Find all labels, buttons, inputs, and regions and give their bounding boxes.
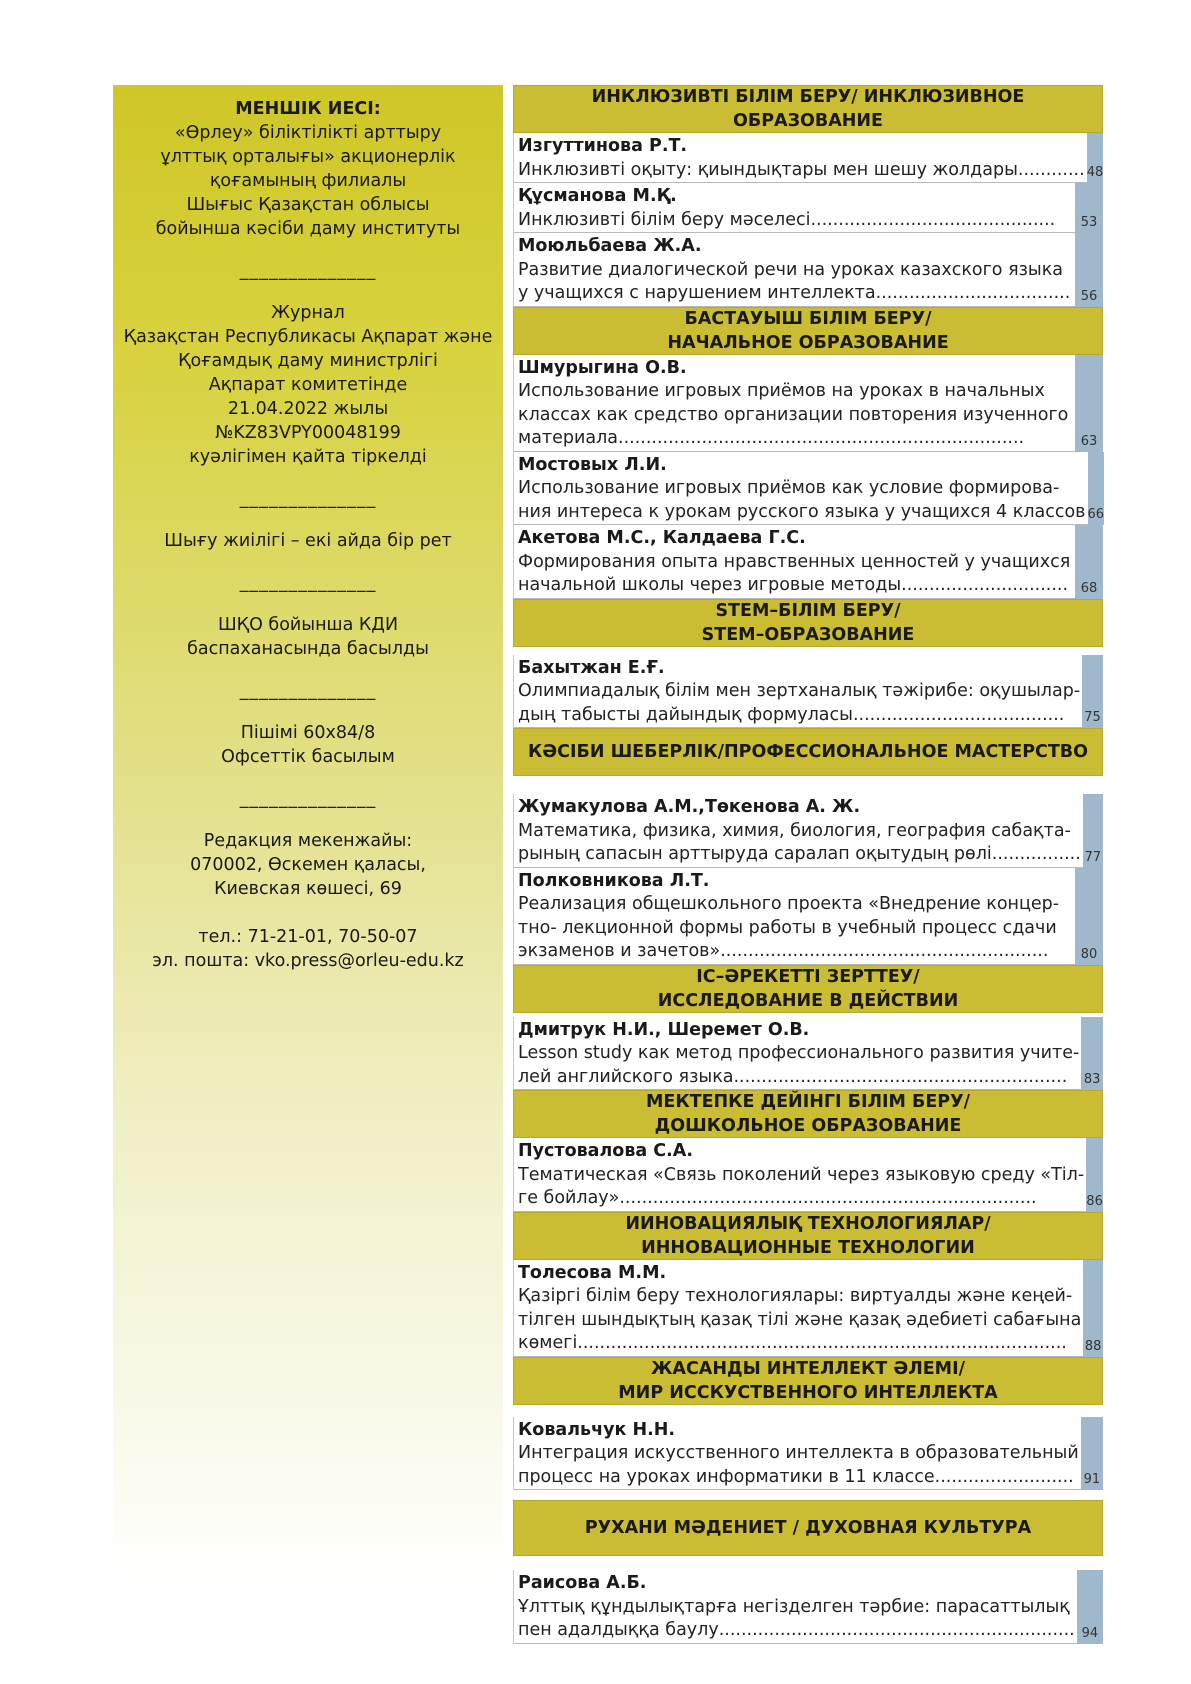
toc-entry-body xyxy=(514,133,1087,183)
toc-entry[interactable] xyxy=(513,133,1103,183)
toc-title-line: Тематическая «Связь поколений через языковую среду «Тіл- xyxy=(518,1164,1085,1185)
toc-author: Изгуттинова Р.Т. xyxy=(518,136,688,156)
toc-entry[interactable] xyxy=(513,452,1103,526)
toc-entry[interactable] xyxy=(513,525,1103,599)
toc-title-line: көмегі........................................................................................ xyxy=(518,1333,1067,1353)
owner-line: бойынша кәсіби даму институты xyxy=(155,219,461,239)
printing-line: баспаханасында басылды xyxy=(187,639,429,659)
toc-page-number: 91 xyxy=(1081,1417,1103,1491)
toc-title-line: Использование игровых приёмов как условие формирова- xyxy=(518,478,1060,498)
registration-block xyxy=(113,301,503,469)
toc-entry[interactable] xyxy=(513,1260,1103,1357)
toc-entry[interactable] xyxy=(513,1138,1103,1212)
section-title-line: НАЧАЛЬНОЕ ОБРАЗОВАНИЕ xyxy=(667,332,949,353)
separator: ______________ xyxy=(239,573,377,593)
format-block xyxy=(113,721,503,769)
separator: ______________ xyxy=(239,681,377,701)
toc-entry-body xyxy=(514,655,1082,729)
toc-title-line: Развитие диалогической речи на уроках казахского языка xyxy=(518,259,1064,280)
toc-page-number: 77 xyxy=(1083,794,1103,868)
toc-page-number: 80 xyxy=(1075,868,1103,965)
section-header xyxy=(513,1090,1103,1138)
section-title-line: ІС–ӘРЕКЕТТІ ЗЕРТТЕУ/ xyxy=(696,966,920,987)
section-header xyxy=(513,1212,1103,1260)
section-title-line: ИННОВАЦИОННЫЕ ТЕХНОЛОГИИ xyxy=(641,1237,975,1258)
toc-entry[interactable] xyxy=(513,355,1103,452)
separator: ______________ xyxy=(239,489,377,509)
printing-block xyxy=(113,613,503,661)
contact-block xyxy=(113,925,503,973)
section-title-line: РУХАНИ МӘДЕНИЕТ / ДУХОВНАЯ КУЛЬТУРА xyxy=(584,1518,1032,1538)
toc-author: Раисова А.Б. xyxy=(518,1573,647,1593)
toc-entry-body xyxy=(514,355,1075,452)
toc-author: Шмурыгина О.В. xyxy=(518,357,687,378)
toc-author: Құсманова М.Қ. xyxy=(518,186,677,206)
address-line: Редакция мекенжайы: xyxy=(203,831,413,851)
toc-page-number: 75 xyxy=(1082,655,1103,729)
toc-entry-body xyxy=(514,794,1083,868)
section-header xyxy=(513,599,1103,647)
toc-entry[interactable] xyxy=(513,233,1103,307)
separator: ______________ xyxy=(239,261,377,281)
toc-entry-body xyxy=(514,868,1075,965)
toc-page-number: 68 xyxy=(1075,525,1103,599)
section-title-line: МЕКТЕПКЕ ДЕЙІНГІ БІЛІМ БЕРУ/ xyxy=(645,1092,971,1112)
toc-author: Мостовых Л.И. xyxy=(518,454,667,475)
toc-author: Пустовалова С.А. xyxy=(518,1141,693,1161)
toc-author: Моюльбаева Ж.А. xyxy=(518,236,702,256)
section-title-line: БАСТАУЫШ БІЛІМ БЕРУ/ xyxy=(684,308,932,329)
separator: ______________ xyxy=(239,789,377,809)
toc-title-line: процесс на уроках информатики в 11 классе......................... xyxy=(518,1466,1074,1487)
owner-line: қоғамының филиалы xyxy=(209,171,407,191)
toc-title-line: лей английского языка............................................................ xyxy=(518,1066,1068,1087)
toc-title-line: пен адалдыққа баулу................................................................ xyxy=(518,1620,1075,1640)
registration-line: Журнал xyxy=(271,303,345,323)
owner-line: «Өрлеу» біліктілікті арттыру xyxy=(174,123,442,143)
section-header xyxy=(513,1500,1103,1556)
toc-entry[interactable] xyxy=(513,655,1103,729)
toc-title-line: ния интереса к урокам русского языка у учащихся 4 классов xyxy=(518,501,1086,522)
toc-entry-body xyxy=(514,233,1075,307)
toc-entry[interactable] xyxy=(513,868,1103,965)
toc-title-line: Lesson study как метод профессионального развития учите- xyxy=(518,1043,1080,1063)
toc-title-line: Реализация общешкольного проекта «Внедрение концер- xyxy=(518,894,1060,914)
toc-page-number: 94 xyxy=(1077,1570,1103,1644)
toc-title-line: материала......................................................................... xyxy=(518,428,1025,448)
section-title-line: STEM–ОБРАЗОВАНИЕ xyxy=(701,624,915,645)
registration-line: Ақпарат комитетінде xyxy=(208,375,408,395)
toc-author: Ковальчук Н.Н. xyxy=(518,1419,676,1440)
toc-title-line: тілген шындықтың қазақ тілі және қазақ әдебиеті сабағына xyxy=(518,1309,1082,1330)
toc-title-line: начальной школы через игровые методы.............................. xyxy=(518,575,1069,595)
registration-line: 21.04.2022 жылы xyxy=(227,399,389,419)
toc-title-line: классах как средство организации повторения изученного xyxy=(518,404,1069,425)
toc-page-number: 86 xyxy=(1086,1138,1103,1212)
format-line: Пішімі 60х84/8 xyxy=(240,723,376,743)
toc-entry[interactable] xyxy=(513,1017,1103,1091)
toc-entry-body xyxy=(514,525,1075,599)
registration-line: №KZ83VPY00048199 xyxy=(215,423,401,443)
toc-author: Дмитрук Н.И., Шеремет О.В. xyxy=(518,1019,810,1040)
section-title-line: ДОШКОЛЬНОЕ ОБРАЗОВАНИЕ xyxy=(654,1116,962,1136)
section-header xyxy=(513,1357,1103,1405)
toc-title-line: рының сапасын арттыруда саралап оқытудың рөлі................ xyxy=(518,844,1081,864)
registration-line: куәлігімен қайта тіркелді xyxy=(189,447,427,467)
section-title-line: STEM–БІЛІМ БЕРУ/ xyxy=(715,600,901,621)
toc-author: Жумакулова А.М.,Төкенова А. Ж. xyxy=(518,797,861,817)
section-title-line: КӘСІБИ ШЕБЕРЛІК/ПРОФЕССИОНАЛЬНОЕ МАСТЕРСТВО xyxy=(527,742,1089,762)
section-header xyxy=(513,728,1103,776)
section-header xyxy=(513,307,1103,355)
toc-title-line: Олимпиадалық білім мен зертханалық тәжірибе: оқушылар- xyxy=(518,681,1081,701)
registration-line: Қазақстан Республикасы Ақпарат және xyxy=(123,327,493,347)
section-title-line: МИР ИССКУСТВЕННОГО ИНТЕЛЛЕКТА xyxy=(618,1382,998,1403)
registration-line: Қоғамдық даму министрлігі xyxy=(178,351,438,371)
toc-title-line: Қазіргі білім беру технологиялары: виртуалды және кеңей- xyxy=(518,1286,1073,1306)
toc-title-line: Формирования опыта нравственных ценностей у учащихся xyxy=(518,551,1071,572)
toc-title-line: Ұлттық құндылықтарға негізделген тәрбие: парасаттылық xyxy=(518,1596,1070,1617)
contact-phone: тел.: 71-21-01, 70-50-07 xyxy=(198,927,418,947)
toc-title-line: тно- лекционной формы работы в учебный процесс сдачи xyxy=(518,917,1057,938)
toc-page-number: 83 xyxy=(1081,1017,1103,1091)
toc-author: Толесова М.М. xyxy=(518,1262,667,1283)
toc-author: Акетова М.С., Калдаева Г.С. xyxy=(518,528,806,548)
section-header xyxy=(513,965,1103,1013)
toc-page-number: 48 xyxy=(1087,133,1104,183)
toc-title-line: Использование игровых приёмов на уроках в начальных xyxy=(518,381,1045,401)
toc-entry-body xyxy=(514,1017,1081,1091)
toc-entry-body xyxy=(514,1138,1086,1212)
toc-entry-body xyxy=(514,183,1075,233)
section-title-line: ИИНОВАЦИЯЛЫҚ ТЕХНОЛОГИЯЛАР/ xyxy=(625,1213,991,1234)
section-header xyxy=(513,85,1103,133)
owner-block xyxy=(113,121,503,241)
toc-title-line: у учащихся с нарушением интеллекта................................... xyxy=(518,283,1071,303)
section-title-line: ИНКЛЮЗИВТІ БІЛІМ БЕРУ/ ИНКЛЮЗИВНОЕ ОБРАЗОВАНИЕ xyxy=(591,87,1025,131)
format-line: Офсеттік басылым xyxy=(221,747,395,767)
toc-title-line: Инклюзивті білім беру мәселесі............................................ xyxy=(518,209,1056,230)
address-line: 070002, Өскемен қаласы, xyxy=(190,855,426,875)
toc-entry-body xyxy=(514,452,1088,526)
contact-email: эл. пошта: vko.press@orleu-edu.kz xyxy=(152,951,464,971)
owner-line: ұлттық орталығы» акционерлік xyxy=(160,147,456,167)
toc-author: Бахытжан Е.Ғ. xyxy=(518,657,665,678)
toc-entry[interactable] xyxy=(513,1417,1103,1491)
toc-title-line: Инклюзивті оқыту: қиындықтары мен шешу жолдары............ xyxy=(518,159,1085,180)
toc-page-number: 88 xyxy=(1083,1260,1103,1357)
address-block xyxy=(113,829,503,901)
toc-title-line: Математика, физика, химия, биология, география сабақта- xyxy=(518,820,1071,841)
toc-entry-body xyxy=(514,1570,1077,1644)
table-of-contents xyxy=(513,85,1103,1644)
toc-title-line: ге бойлау»........................................................................... xyxy=(518,1188,1037,1208)
toc-page-number: 66 xyxy=(1088,452,1105,526)
owner-line: Шығыс Қазақстан облысы xyxy=(186,195,430,215)
owner-heading: МЕНШІК ИЕСІ: xyxy=(235,99,381,119)
toc-title-line: экзаменов и зачетов»........................................................... xyxy=(518,941,1049,961)
toc-page-number: 63 xyxy=(1075,355,1103,452)
toc-entry-body xyxy=(514,1260,1083,1357)
toc-author: Полковникова Л.Т. xyxy=(518,870,710,891)
toc-entry[interactable] xyxy=(513,794,1103,868)
toc-entry[interactable] xyxy=(513,183,1103,233)
toc-page-number: 53 xyxy=(1075,183,1103,233)
toc-entry-body xyxy=(514,1417,1081,1491)
toc-title-line: дың табысты дайындық формуласы...................................... xyxy=(518,704,1065,725)
address-line: Киевская көшесі, 69 xyxy=(214,879,402,899)
toc-entry[interactable] xyxy=(513,1570,1103,1644)
section-title-line: ЖАСАНДЫ ИНТЕЛЛЕКТ ӘЛЕМІ/ xyxy=(650,1358,966,1379)
frequency: Шығу жиілігі – екі айда бір рет xyxy=(164,531,452,551)
toc-title-line: Интеграция искусственного интеллекта в образовательный xyxy=(518,1443,1079,1463)
toc-page-number: 56 xyxy=(1075,233,1103,307)
publisher-info-panel xyxy=(113,85,503,1590)
section-title-line: ИССЛЕДОВАНИЕ В ДЕЙСТВИИ xyxy=(657,990,959,1011)
printing-line: ШҚО бойынша КДИ xyxy=(217,615,399,635)
